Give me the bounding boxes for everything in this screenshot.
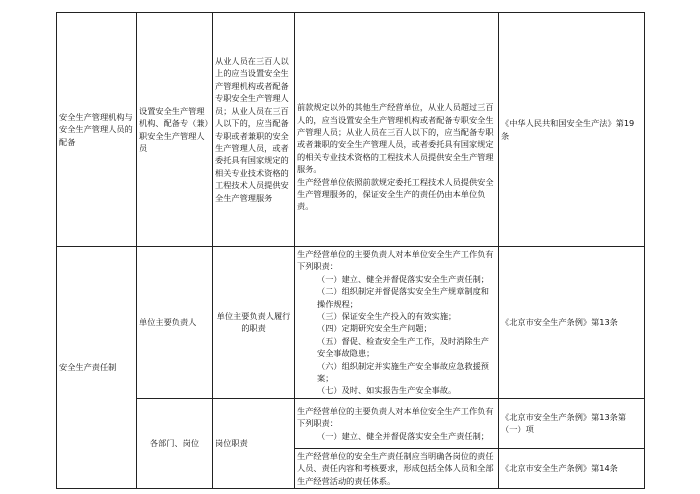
requirement-intro: 生产经营单位的主要负责人对本单位安全生产工作负有下列职责： <box>297 249 494 272</box>
requirement-paragraph: 生产经营单位的安全生产责任制应当明确各岗位的责任人员、责任内容和考核要求，形成包括全体人员和全部生产经营活动的责任体系。 <box>297 450 494 486</box>
item-cell: 各部门、岗位 <box>137 398 213 488</box>
requirement-paragraph: 前款规定以外的其他生产经营单位，从业人员超过三百人的，应当设置安全生产管理机构或者配备专职安全生产管理人员；从业人员在三百人以下的，应当配备专职或者兼职的安全生产管理人员，或者委托具有国家规定的相关专业技术资格的工程技术人员提供安全生产管理服务。 <box>297 102 494 175</box>
item-cell: 单位主要负责人 <box>137 247 213 399</box>
requirement-cell <box>295 448 499 488</box>
scope-cell: 从业人员在三百人以上的应当设置安全生产管理机构或者配备专职安全生产管理人员；从业人员在三百人以下的，应当配备专职或者兼职的安全生产管理人员，或者委托具有国家规定的相关专业技术资格的工程技术人员提供安全生产管理服务 <box>213 13 295 247</box>
basis-cell: 《北京市安全生产条例》第13条第（一）项 <box>499 398 645 448</box>
duty-item: （一）建立、健全并督促落实安全生产责任制； <box>317 430 489 441</box>
requirement-cell <box>295 398 499 448</box>
basis-cell: 《北京市安全生产条例》第13条 <box>499 247 645 399</box>
duty-item: （五）督促、检查安全生产工作，及时消除生产安全事故隐患； <box>317 335 489 359</box>
category-cell: 安全生产责任制 <box>57 247 137 489</box>
requirement-cell <box>295 247 499 399</box>
duty-item: （六）组织制定并实施生产安全事故应急救援预案； <box>317 360 489 384</box>
requirement-intro: 生产经营单位的主要负责人对本单位安全生产工作负有下列职责： <box>297 405 494 429</box>
basis-cell: 《北京市安全生产条例》第14条 <box>499 448 645 488</box>
duty-item: （四）定期研究安全生产问题； <box>317 323 432 334</box>
scope-cell: 单位主要负责人履行的职责 <box>213 247 295 399</box>
duty-item: （七）及时、如实报告生产安全事故。 <box>317 385 457 396</box>
duty-item: （一）建立、健全并督促落实安全生产责任制； <box>317 273 489 284</box>
category-cell: 安全生产管理机构与安全生产管理人员的配备 <box>57 13 137 247</box>
table-row <box>57 13 645 247</box>
table-row <box>57 247 645 399</box>
duty-item: （二）组织制定并督促落实安全生产规章制度和操作规程； <box>317 286 489 309</box>
regulation-table <box>56 12 645 489</box>
duty-item: （三）保证安全生产投入的有效实施； <box>317 311 457 322</box>
requirement-paragraph: 生产经营单位依照前款规定委托工程技术人员提供安全生产管理服务的，保证安全生产的责任仍由本单位负责。 <box>297 176 494 212</box>
basis-cell: 《中华人民共和国安全生产法》第19条 <box>499 13 645 247</box>
scope-cell: 岗位职责 <box>213 398 295 488</box>
table-row <box>57 398 645 448</box>
item-cell: 设置安全生产管理机构、配备专（兼）职安全生产管理人员 <box>137 13 213 247</box>
requirement-cell <box>295 13 499 247</box>
